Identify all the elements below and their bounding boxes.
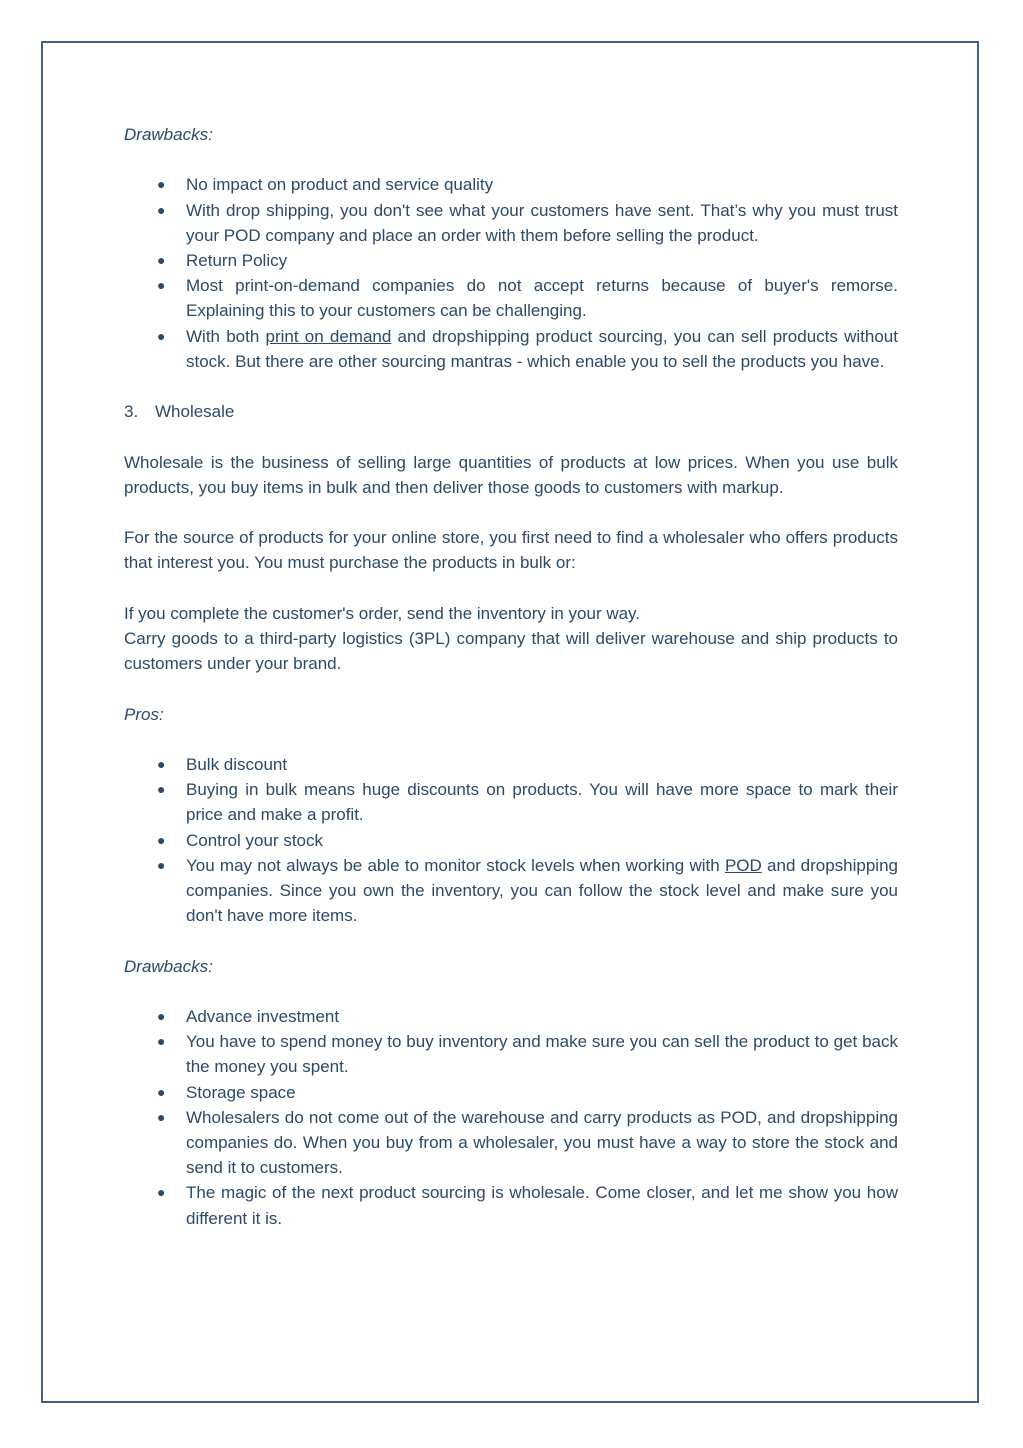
list-item: ● You have to spend money to buy inventory and make sure you can sell the product to get back the money you spent.: [124, 1029, 898, 1079]
list-item: ● With drop shipping, you don't see what your customers have sent. That’s why you must trust your POD company and place an order with them before selling the product.: [124, 198, 898, 248]
list-item: ● The magic of the next product sourcing is wholesale. Come closer, and let me show you how different it is.: [124, 1180, 898, 1230]
list-item: ● You may not always be able to monitor stock levels when working with POD and dropshipping companies. Since you own the inventory, you can follow the stock level and make sure you don't have more items.: [124, 853, 898, 929]
bullet-icon: ●: [157, 1184, 166, 1201]
bullet-icon: ●: [157, 856, 166, 873]
list-item: ● Bulk discount: [124, 752, 898, 777]
paragraph: If you complete the customer's order, send the inventory in your way.: [124, 603, 641, 623]
drawbacks-list: [124, 1004, 898, 1231]
section-title: [124, 399, 898, 424]
section-number: 3.: [124, 402, 139, 422]
drawbacks-heading: Drawbacks:: [124, 125, 213, 144]
drawbacks-list: [124, 172, 898, 374]
pros-heading: Pros:: [124, 704, 164, 724]
bullet-icon: ●: [157, 252, 166, 268]
list-item: ● Wholesalers do not come out of the warehouse and carry products as POD, and dropshipping companies do. When you buy from a wholesaler, you must have a way to store the stock and send it to customers.: [124, 1105, 898, 1181]
bullet-icon: ●: [157, 201, 166, 218]
list-item: ● No impact on product and service quality: [124, 172, 898, 197]
list-item: ● Most print-on-demand companies do not accept returns because of buyer's remorse. Explaining this to your customers can be challenging.: [124, 273, 898, 323]
paragraph: Carry goods to a third-party logistics (3PL) company that will deliver warehouse and ship products to customers under your brand.: [124, 628, 898, 674]
list-item: ● Return Policy: [124, 248, 898, 273]
bullet-icon: ●: [157, 781, 166, 798]
document-body: [124, 122, 898, 1231]
bullet-icon: ●: [157, 1083, 166, 1100]
bullet-icon: ●: [157, 1108, 166, 1125]
paragraph: For the source of products for your online store, you first need to find a wholesaler who offers products that interest you. You must purchase the products in bulk or:: [124, 528, 898, 573]
drawbacks-heading: Drawbacks:: [124, 956, 213, 976]
pod-link[interactable]: POD: [724, 855, 762, 875]
print-on-demand-link[interactable]: print on demand: [265, 326, 392, 346]
bullet-icon: ●: [157, 277, 166, 294]
bullet-icon: ●: [157, 831, 166, 848]
section-title-text: Wholesale: [155, 402, 235, 422]
bullet-icon: ●: [157, 327, 166, 344]
bullet-icon: ●: [157, 1007, 166, 1024]
list-item: ● With both print on demand and dropshipping product sourcing, you can sell products without stock. But there are other sourcing mantras - which enable you to sell the products you have.: [124, 324, 898, 374]
bullet-icon: ●: [157, 176, 166, 193]
list-item: ● Control your stock: [124, 828, 898, 853]
pros-list: [124, 752, 898, 928]
list-item: ● Storage space: [124, 1080, 898, 1105]
list-item: ● Advance investment: [124, 1004, 898, 1029]
bullet-icon: ●: [157, 755, 166, 772]
paragraph: Wholesale is the business of selling large quantities of products at low prices. When you use bulk products, you buy items in bulk and then deliver those goods to customers with markup.: [124, 452, 898, 497]
list-item: ● Buying in bulk means huge discounts on products. You will have more space to mark their price and make a profit.: [124, 777, 898, 827]
bullet-icon: ●: [157, 1033, 166, 1050]
